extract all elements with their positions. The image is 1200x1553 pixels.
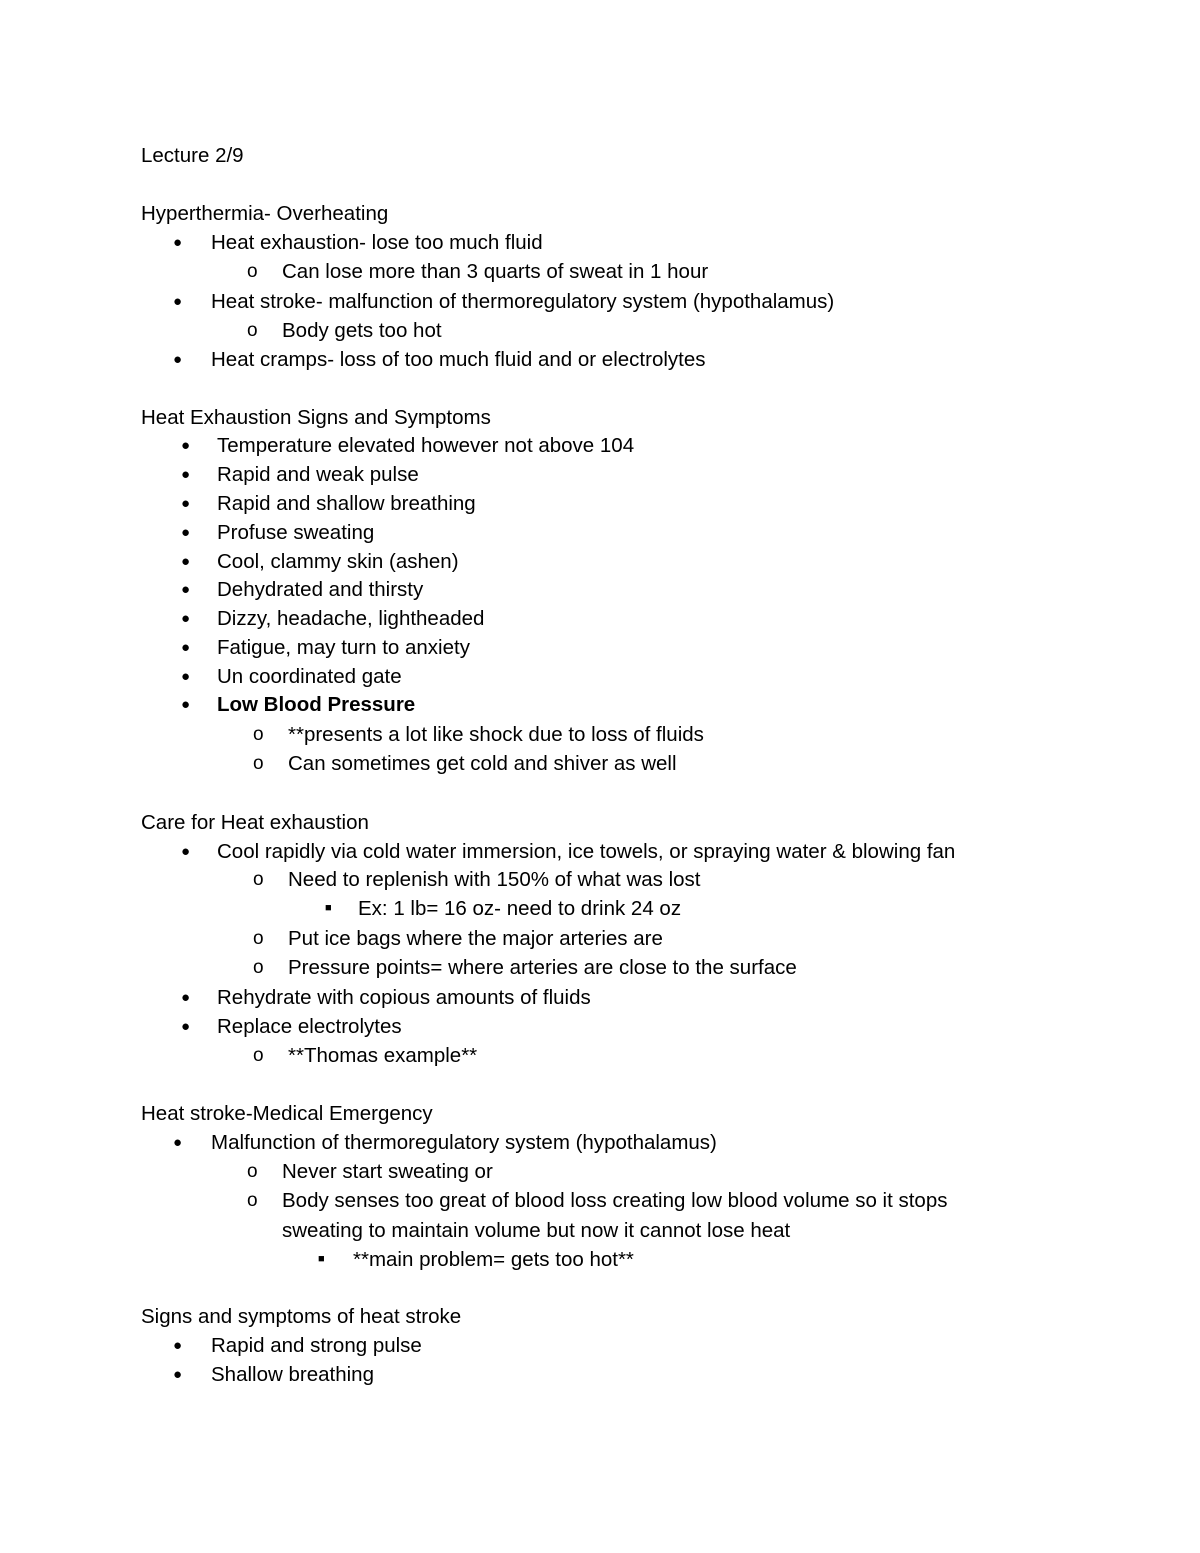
list-subitem: Body gets too hot xyxy=(282,319,442,342)
list-subitem: Can sometimes get cold and shiver as well xyxy=(288,752,677,775)
list-item: Rapid and weak pulse xyxy=(217,463,419,486)
list-item-bold: Low Blood Pressure xyxy=(217,693,416,716)
lecture-title: Lecture 2/9 xyxy=(141,144,244,167)
bullet-icon: ● xyxy=(173,1337,183,1354)
list-item: Rapid and shallow breathing xyxy=(217,492,476,515)
list-subitem: Can lose more than 3 quarts of sweat in 1 hour xyxy=(282,260,709,283)
sub-bullet-icon: o xyxy=(247,1161,258,1182)
list-item: Rehydrate with copious amounts of fluids xyxy=(217,986,591,1009)
bullet-icon: ● xyxy=(181,843,191,860)
bullet-icon: ● xyxy=(181,696,191,713)
list-subitem: **Thomas example** xyxy=(288,1044,478,1067)
list-item: Cool rapidly via cold water immersion, ice towels, or spraying water & blowing fan xyxy=(217,840,956,863)
list-item: Cool, clammy skin (ashen) xyxy=(217,550,459,573)
bullet-icon: ● xyxy=(173,351,183,368)
list-subitem: Put ice bags where the major arteries are xyxy=(288,927,663,950)
list-item: Dizzy, headache, lightheaded xyxy=(217,607,485,630)
bullet-icon: ● xyxy=(181,466,191,483)
bullet-icon: ● xyxy=(181,668,191,685)
sub-sub-bullet-icon: ■ xyxy=(318,1253,325,1265)
bullet-icon: ● xyxy=(181,989,191,1006)
bullet-icon: ● xyxy=(181,495,191,512)
list-item: Temperature elevated however not above 104 xyxy=(217,434,635,457)
bullet-icon: ● xyxy=(181,610,191,627)
list-item: Profuse sweating xyxy=(217,521,375,544)
bullet-icon: ● xyxy=(173,293,183,310)
list-item: Un coordinated gate xyxy=(217,665,402,688)
bullet-icon: ● xyxy=(173,234,183,251)
list-subsubitem: **main problem= gets too hot** xyxy=(353,1248,634,1271)
sub-bullet-icon: o xyxy=(253,1045,264,1066)
sub-bullet-icon: o xyxy=(247,261,258,282)
bullet-icon: ● xyxy=(181,639,191,656)
sub-bullet-icon: o xyxy=(253,869,264,890)
list-subitem: Pressure points= where arteries are close to the surface xyxy=(288,956,797,979)
sub-sub-bullet-icon: ■ xyxy=(325,902,332,914)
section-heading: Heat stroke-Medical Emergency xyxy=(141,1102,433,1125)
list-subsubitem: Ex: 1 lb= 16 oz- need to drink 24 oz xyxy=(358,897,682,920)
sub-bullet-icon: o xyxy=(247,320,258,341)
section-heading: Care for Heat exhaustion xyxy=(141,811,369,834)
section-heading: Signs and symptoms of heat stroke xyxy=(141,1305,462,1328)
sub-bullet-icon: o xyxy=(247,1190,258,1211)
sub-bullet-icon: o xyxy=(253,957,264,978)
list-item: Heat exhaustion- lose too much fluid xyxy=(211,231,543,254)
list-item: Rapid and strong pulse xyxy=(211,1334,422,1357)
bullet-icon: ● xyxy=(181,524,191,541)
list-subitem: Never start sweating or xyxy=(282,1160,493,1183)
list-item: Shallow breathing xyxy=(211,1363,374,1386)
list-item: Fatigue, may turn to anxiety xyxy=(217,636,470,659)
bullet-icon: ● xyxy=(181,1018,191,1035)
bullet-icon: ● xyxy=(173,1134,183,1151)
bullet-icon: ● xyxy=(181,553,191,570)
bullet-icon: ● xyxy=(181,581,191,598)
sub-bullet-icon: o xyxy=(253,724,264,745)
list-subitem: Body senses too great of blood loss creating low blood volume so it stops xyxy=(282,1189,948,1212)
section-heading: Heat Exhaustion Signs and Symptoms xyxy=(141,406,491,429)
sub-bullet-icon: o xyxy=(253,753,264,774)
list-subitem: **presents a lot like shock due to loss of fluids xyxy=(288,723,704,746)
bullet-icon: ● xyxy=(173,1366,183,1383)
list-subitem-continuation: sweating to maintain volume but now it cannot lose heat xyxy=(282,1219,791,1242)
list-item: Heat cramps- loss of too much fluid and or electrolytes xyxy=(211,348,706,371)
bullet-icon: ● xyxy=(181,437,191,454)
list-item: Heat stroke- malfunction of thermoregulatory system (hypothalamus) xyxy=(211,290,835,313)
sub-bullet-icon: o xyxy=(253,928,264,949)
list-subitem: Need to replenish with 150% of what was lost xyxy=(288,868,701,891)
section-heading: Hyperthermia- Overheating xyxy=(141,202,389,225)
list-item: Malfunction of thermoregulatory system (hypothalamus) xyxy=(211,1131,717,1154)
list-item: Replace electrolytes xyxy=(217,1015,402,1038)
list-item: Dehydrated and thirsty xyxy=(217,578,424,601)
